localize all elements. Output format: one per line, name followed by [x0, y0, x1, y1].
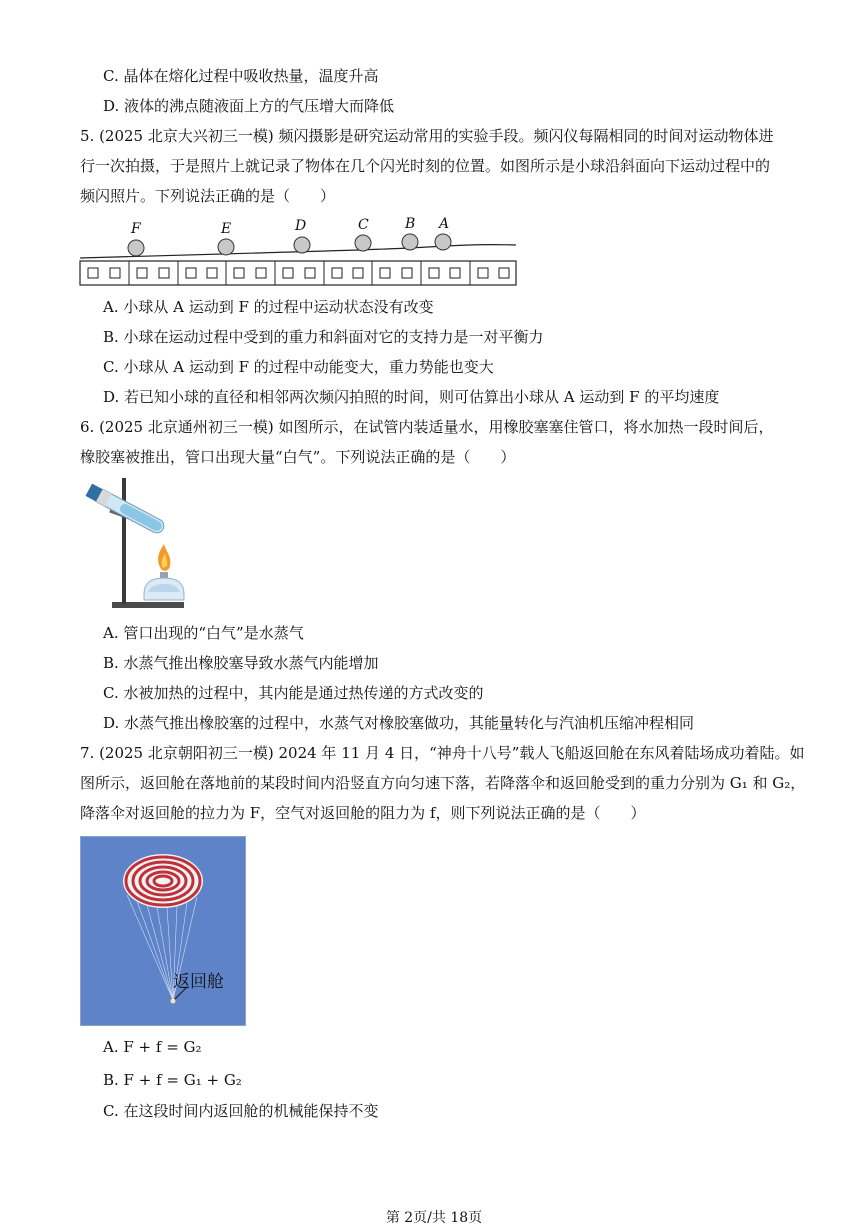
ball-e	[218, 239, 234, 255]
q5-stem-line2: 行一次拍摄，于是照片上就记录了物体在几个闪光时刻的位置。如图所示是小球沿斜面向下运动过程中的	[80, 157, 771, 175]
q7-option-a: A. F + f = G₂	[103, 1038, 202, 1056]
ball-b	[402, 234, 418, 250]
test-tube-illustration	[78, 474, 198, 614]
q5-stem-line1: 5. (2025 北京大兴初三一模) 频闪摄影是研究运动常用的实验手段。频闪仪每隔相同的时间对运动物体进	[80, 127, 774, 145]
page-footer: 第 2页/共 18页	[385, 1210, 483, 1226]
q6-option-b: B. 水蒸气推出橡胶塞导致水蒸气内能增加	[103, 654, 379, 672]
q6-option-a: A. 管口出现的“白气”是水蒸气	[103, 624, 304, 642]
strobe-photo-figure	[78, 214, 520, 290]
q4-option-d: D. 液体的沸点随液面上方的气压增大而降低	[103, 97, 395, 115]
q6-stem-line1: 6. (2025 北京通州初三一模) 如图所示，在试管内装适量水，用橡胶塞塞住管口，将水加热一段时间后，	[80, 418, 774, 436]
ball-label-b: B	[405, 216, 416, 232]
ball-label-c: C	[358, 217, 369, 233]
ball-label-d: D	[295, 218, 307, 234]
q5-stem-line3: 频闪照片。下列说法正确的是（ ）	[80, 187, 336, 205]
q5-option-c: C. 小球从 A 运动到 F 的过程中动能变大，重力势能也变大	[103, 358, 494, 376]
q7-stem-line3: 降落伞对返回舱的拉力为 F，空气对返回舱的阻力为 f，则下列说法正确的是（ ）	[80, 804, 646, 822]
ball-label-f: F	[131, 221, 141, 237]
ball-a	[435, 234, 451, 250]
q7-option-b: B. F + f = G₁ + G₂	[103, 1071, 242, 1089]
q7-option-c: C. 在这段时间内返回舱的机械能保持不变	[103, 1102, 379, 1120]
parachute-icon	[81, 837, 245, 1025]
q5-option-b: B. 小球在运动过程中受到的重力和斜面对它的支持力是一对平衡力	[103, 328, 544, 346]
ball-d	[294, 237, 310, 253]
q5-option-d: D. 若已知小球的直径和相邻两次频闪拍照的时间，则可估算出小球从 A 运动到 F 的平均速度	[103, 388, 720, 406]
capsule-label: 返回舱	[173, 972, 224, 992]
q6-option-d: D. 水蒸气推出橡胶塞的过程中，水蒸气对橡胶塞做功，其能量转化与汽油机压缩冲程相同	[103, 714, 695, 732]
ball-f	[128, 240, 144, 256]
parachute-photo	[80, 836, 246, 1026]
ball-label-e: E	[221, 221, 232, 237]
q6-option-c: C. 水被加热的过程中，其内能是通过热传递的方式改变的	[103, 684, 484, 702]
q6-stem-line2: 橡胶塞被推出，管口出现大量“白气”。下列说法正确的是（ ）	[80, 448, 516, 466]
ball-label-a: A	[439, 216, 450, 232]
q7-stem-line2: 图所示，返回舱在落地前的某段时间内沿竖直方向匀速下落，若降落伞和返回舱受到的重力分别为 G₁ 和 G₂，	[80, 774, 806, 792]
ball-c	[355, 235, 371, 251]
q7-stem-line1: 7. (2025 北京朝阳初三一模) 2024 年 11 月 4 日，“神舟十八号”载人飞船返回舱在东风着陆场成功着陆。如	[80, 744, 805, 762]
q5-option-a: A. 小球从 A 运动到 F 的过程中运动状态没有改变	[103, 298, 434, 316]
q4-option-c: C. 晶体在熔化过程中吸收热量，温度升高	[103, 67, 379, 85]
